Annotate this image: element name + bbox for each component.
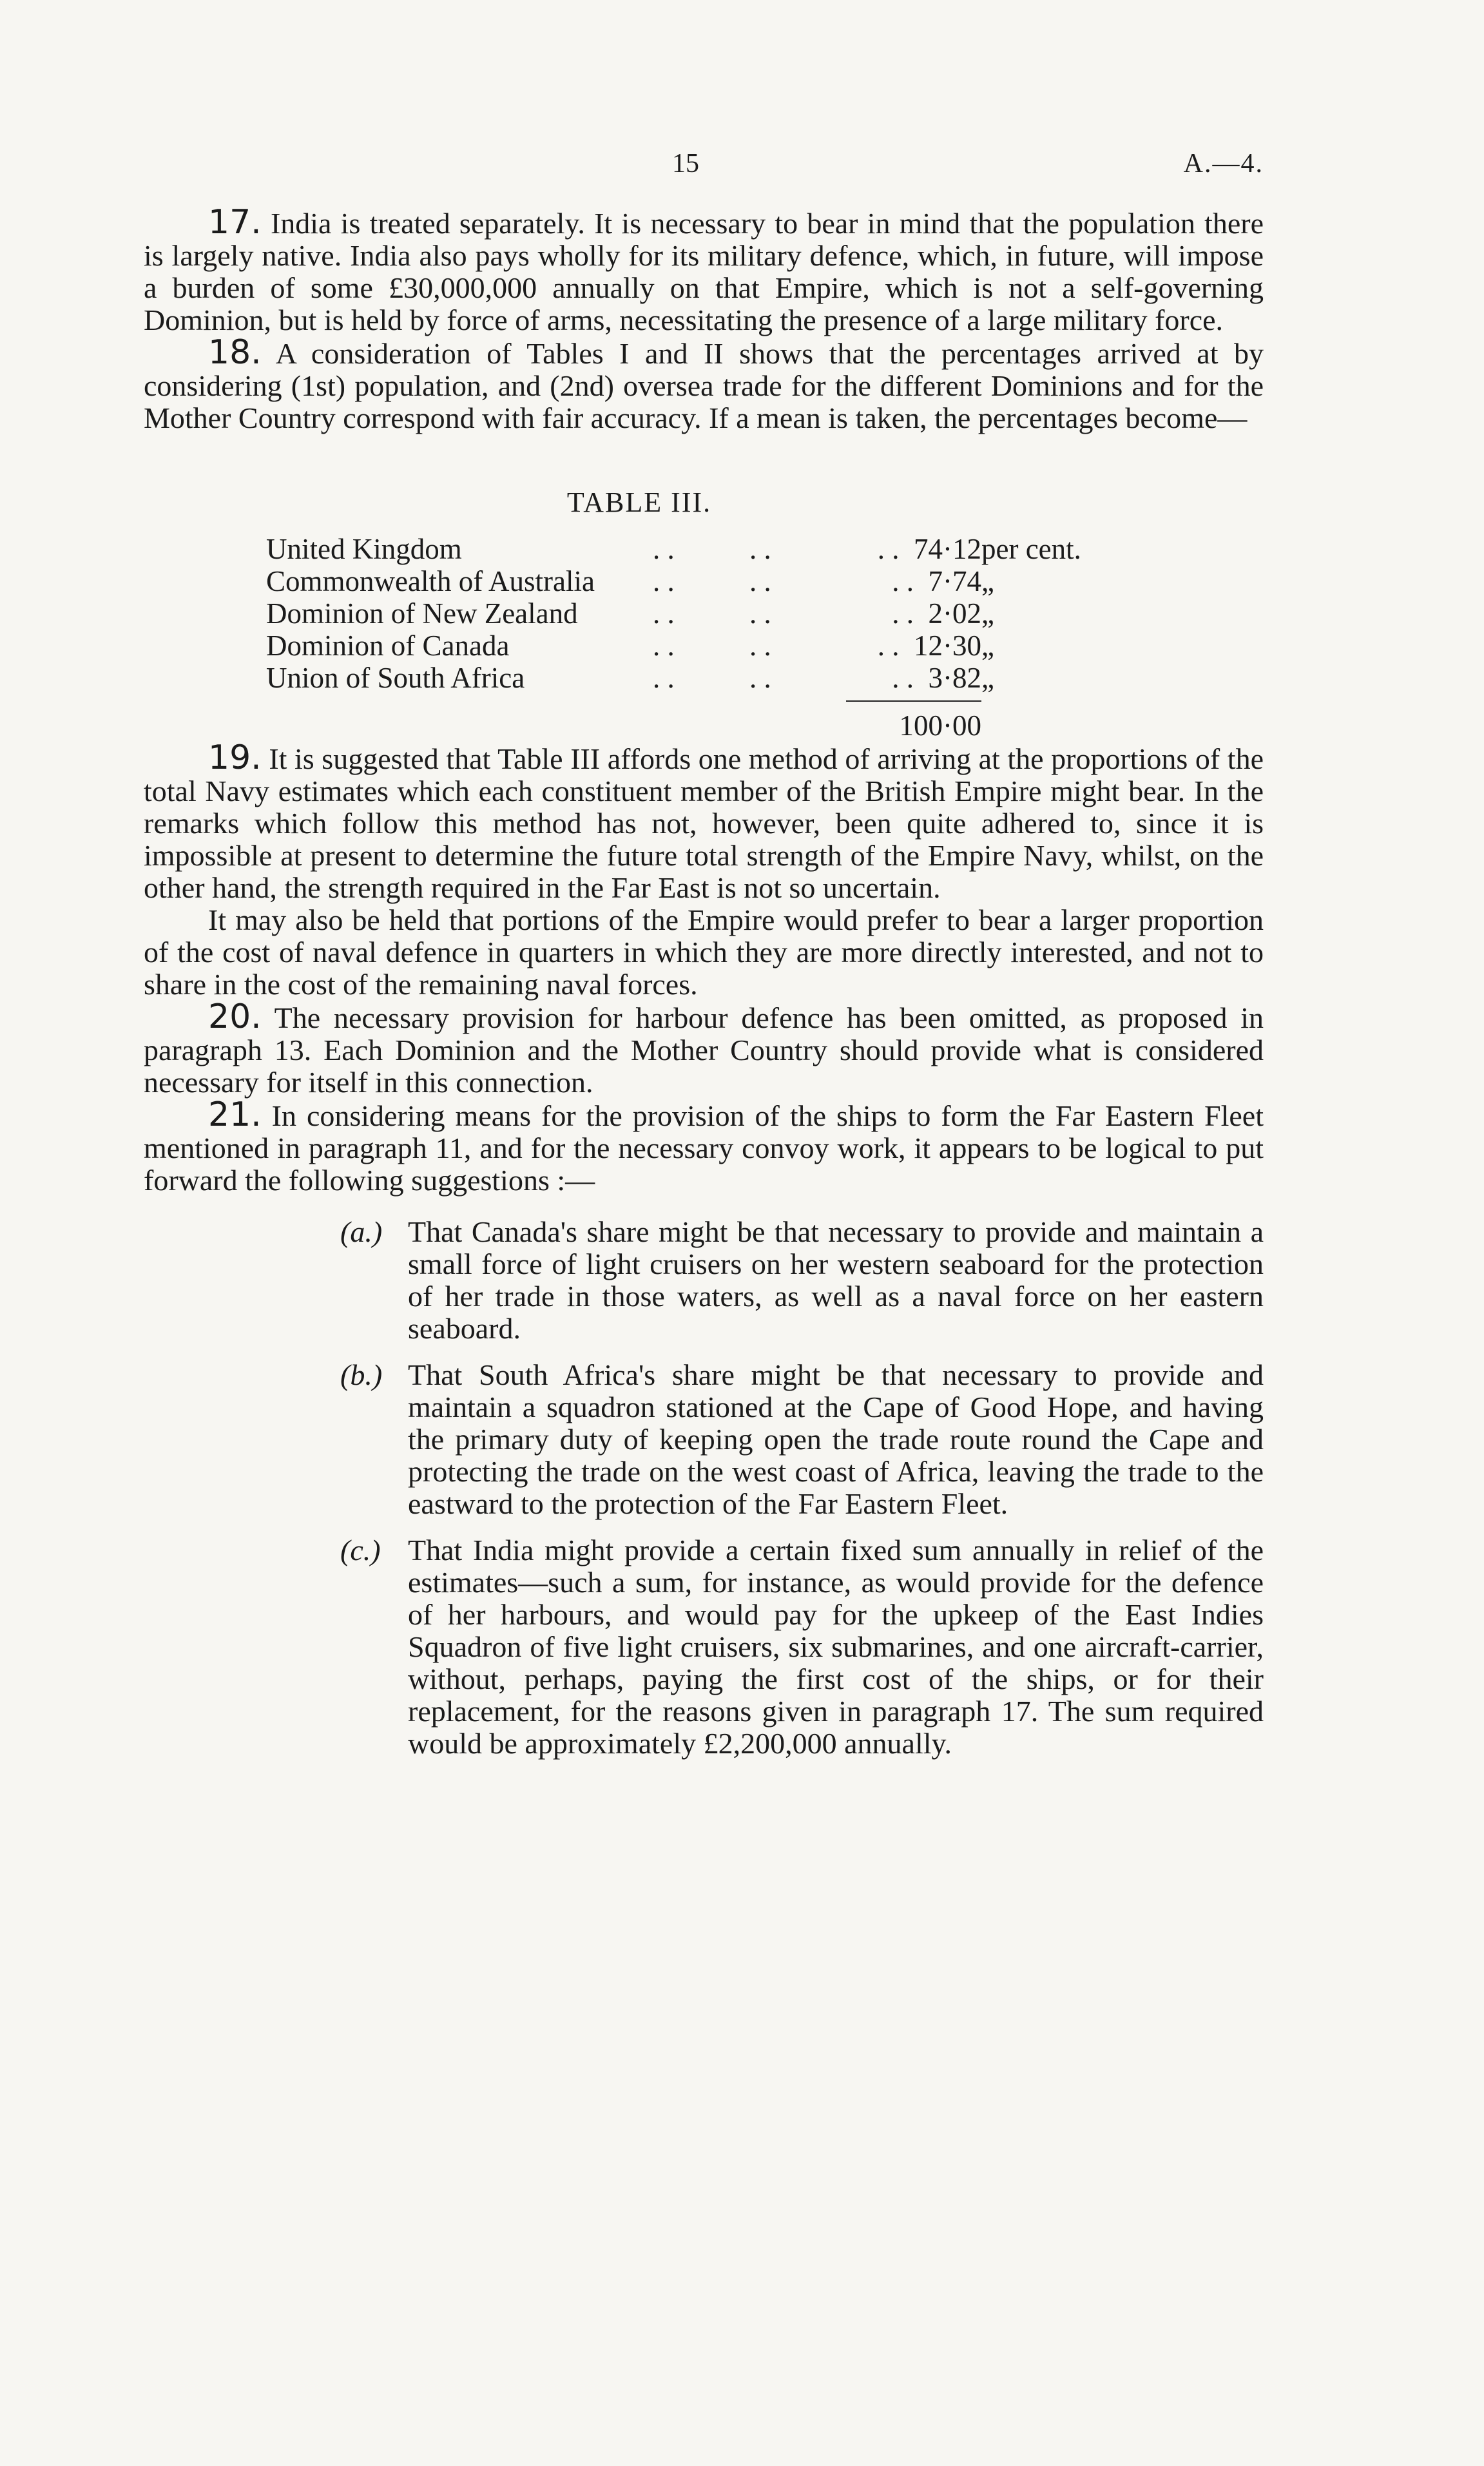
country-cell: Commonwealth of Australia <box>266 565 595 597</box>
list-item-text: That India might provide a certain fixed sum annually in relief of the estimates—such a sum, for instance, as would provide for the defence of her harbours, and would pay for the upkeep of the East Indies Squadron of five light cruisers, six submarines, and one aircraft-carrier, without, perhaps, paying the first cost of the ships, or for their replacement, for the reasons given in paragraph 17. The sum required would be approximately £2,200,000 annually. <box>408 1534 1264 1760</box>
list-item-text: That South Africa's share might be that necessary to provide and maintain a squadron stationed at the Cape of Good Hope, and having the primary duty of keeping open the trade route round the Cape and protecting the trade on the west coast of Africa, leaving the trade to the eastward to the protection of the Far Eastern Fleet. <box>408 1358 1264 1520</box>
percentage-value: 74·12 <box>914 533 981 565</box>
leader-dots: . . <box>892 597 914 630</box>
leader-dots: . . <box>877 630 900 662</box>
unit-cell: „ <box>981 662 994 694</box>
unit-cell: „ <box>981 565 994 597</box>
list-item <box>340 1358 1264 1520</box>
paragraph-text: The necessary provision for harbour defence has been omitted, as proposed in paragraph 13. Each Dominion and the Mother Country should provide what is considered necessary for itself in this connection. <box>144 1001 1264 1099</box>
value-cell <box>846 597 981 630</box>
list-item-label: (c.) <box>340 1534 381 1566</box>
list-item <box>340 1534 1264 1760</box>
value-cell <box>846 565 981 597</box>
list-item <box>340 1215 1264 1345</box>
document-reference: A.—4. <box>1183 149 1264 178</box>
percentage-table <box>266 533 1117 742</box>
table-row <box>266 630 1117 662</box>
leader-dots: . . <box>653 565 675 597</box>
table-row <box>266 662 1117 694</box>
percentage-value: 3·82 <box>928 662 981 694</box>
page-number: 15 <box>672 149 699 178</box>
list-item-text: That Canada's share might be that necessary to provide and maintain a small force of light cruisers on her western seaboard for the protection of her trade in those waters, as well as a naval force on her eastern seaboard. <box>408 1215 1264 1345</box>
suggestions-list <box>144 1216 1264 1760</box>
list-item-label: (b.) <box>340 1358 383 1391</box>
paragraph-text: In considering means for the provision of the ships to form the Far Eastern Fleet mentioned in paragraph 11, and for the necessary convoy work, it appears to be logical to put forward the following suggestions :— <box>144 1099 1264 1197</box>
page-header <box>144 148 1264 206</box>
paragraph-17 <box>144 203 1264 336</box>
leader-dots: . . <box>749 597 771 630</box>
value-cell <box>846 630 981 662</box>
spacer-row <box>266 694 1117 701</box>
document-page <box>144 148 1264 1774</box>
leader-dots: . . <box>653 597 675 630</box>
paragraph-number: 18. <box>208 333 262 372</box>
country-cell: Union of South Africa <box>266 662 525 694</box>
percentage-value: 2·02 <box>928 597 981 630</box>
leader-dots: . . <box>653 662 675 694</box>
leader-dots: . . <box>653 533 675 565</box>
paragraph-number: 21. <box>208 1095 262 1134</box>
leader-dots: . . <box>749 533 771 565</box>
table-iii <box>144 486 1264 742</box>
leader-dots: . . <box>892 565 914 597</box>
table-row <box>266 597 1117 630</box>
paragraph-19 <box>144 738 1264 904</box>
country-cell: United Kingdom <box>266 533 462 565</box>
leader-dots: . . <box>749 662 771 694</box>
leader-dots: . . <box>653 630 675 662</box>
table-row <box>266 533 1117 565</box>
paragraph-text: India is treated separately. It is necessary to bear in mind that the population there is largely native. India also pays wholly for its military defence, which, in future, will impose a burden of some £30,000,000 annually on that Empire, which is not a self-governing Dominion, but is held by force of arms, necessitating the presence of a large military force. <box>144 207 1264 336</box>
value-cell <box>846 533 981 565</box>
percentage-value: 12·30 <box>914 630 981 662</box>
total-row <box>266 701 1117 742</box>
country-cell: Dominion of New Zealand <box>266 597 578 630</box>
paragraph-20 <box>144 997 1264 1099</box>
paragraph-21 <box>144 1095 1264 1197</box>
paragraph-number: 19. <box>208 738 262 777</box>
unit-cell: „ <box>981 597 994 630</box>
leader-dots: . . <box>749 565 771 597</box>
paragraph-18 <box>144 333 1264 434</box>
paragraph-number: 20. <box>208 997 262 1036</box>
paragraph-text: A consideration of Tables I and II shows that the percentages arrived at by considering (1st) population, and (2nd) oversea trade for the different Dominions and for the Mother Country correspond with fair accuracy. If a mean is taken, the percentages become— <box>144 337 1264 434</box>
unit-cell: „ <box>981 630 994 662</box>
country-cell: Dominion of Canada <box>266 630 510 662</box>
value-cell <box>846 662 981 694</box>
leader-dots: . . <box>749 630 771 662</box>
leader-dots: . . <box>892 662 914 694</box>
leader-dots: . . <box>877 533 900 565</box>
unit-cell: per cent. <box>981 533 1081 565</box>
percentage-value: 7·74 <box>928 565 981 597</box>
list-item-label: (a.) <box>340 1215 383 1248</box>
paragraph-text: It is suggested that Table III affords one method of arriving at the proportions of the total Navy estimates which each constituent member of the British Empire might bear. In the remarks which follow this method has not, however, been quite adhered to, since it is impossible at present to determine the future total strength of the Empire Navy, whilst, on the other hand, the strength required in the Far East is not so uncertain. <box>144 742 1264 904</box>
table-row <box>266 565 1117 597</box>
table-title: TABLE III. <box>566 486 712 518</box>
paragraph-19-continued: It may also be held that portions of the Empire would prefer to bear a larger proportion of the cost of naval defence in quarters in which they are more directly interested, and not to share in the cost of the remaining naval forces. <box>144 903 1264 1001</box>
total-value: 100·00 <box>846 701 981 742</box>
paragraph-number: 17. <box>208 203 262 242</box>
